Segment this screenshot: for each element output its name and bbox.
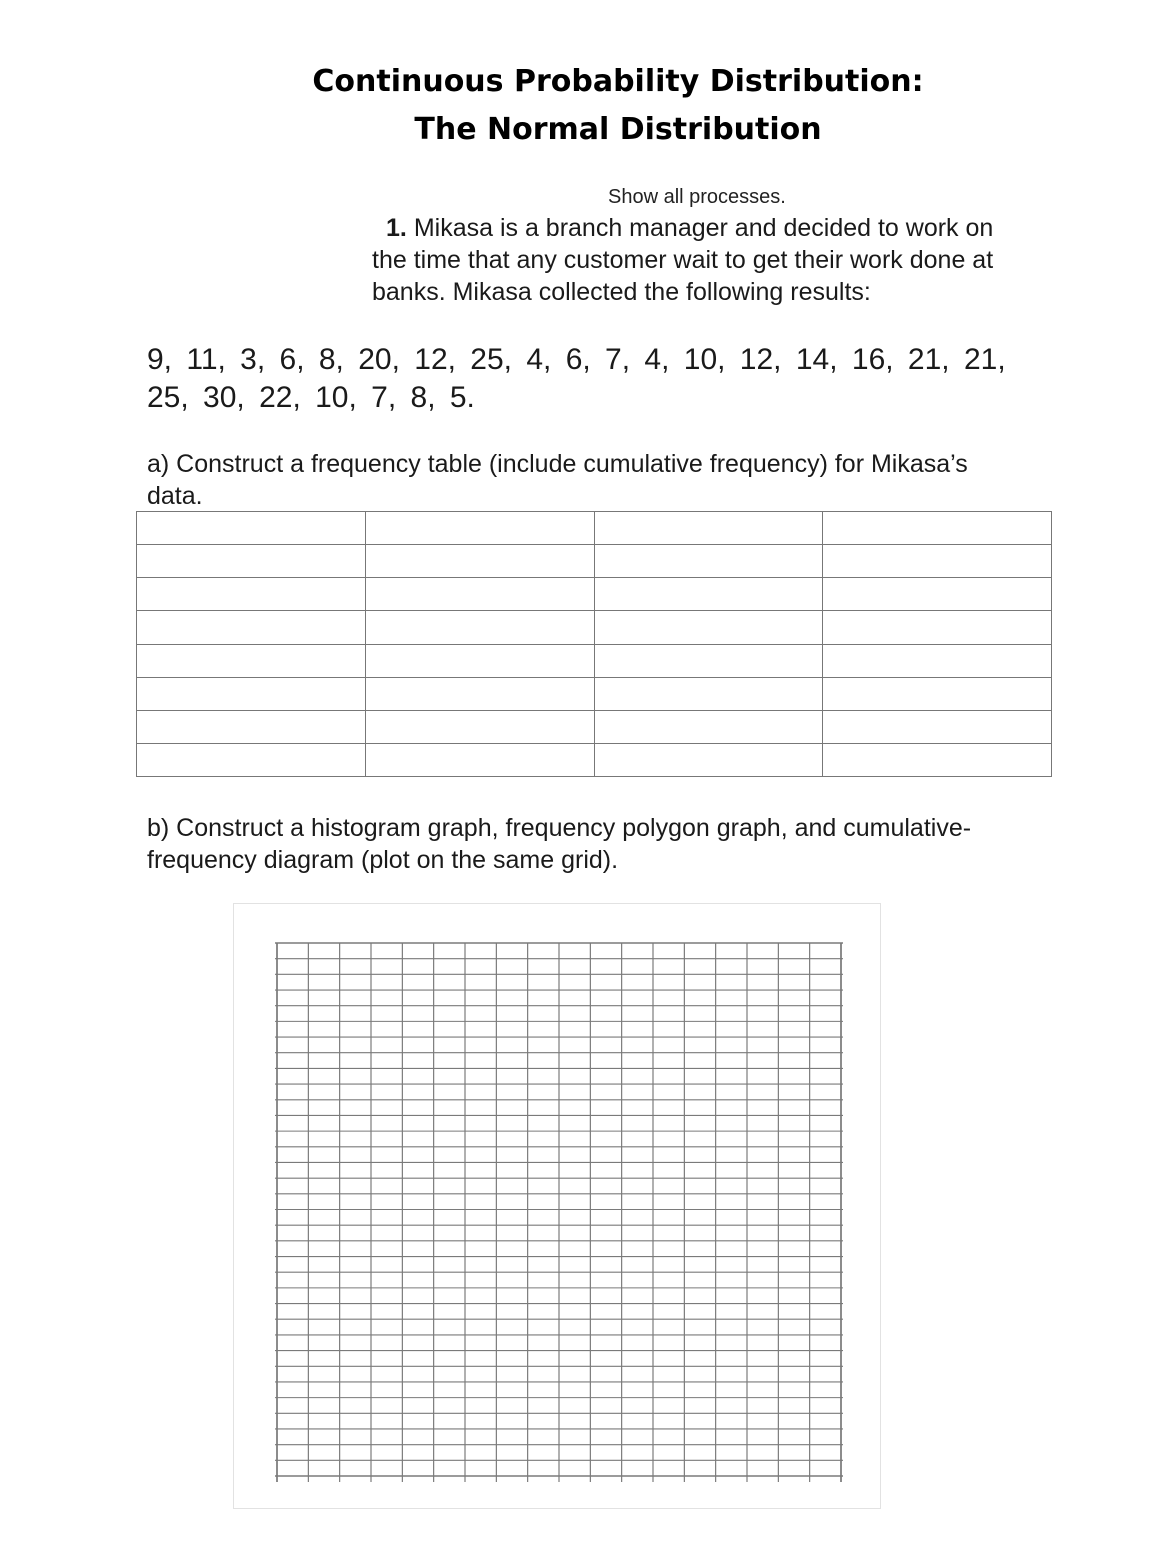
graph-grid[interactable] — [234, 904, 880, 1508]
part-a-prompt: a) Construct a frequency table (include cumulative frequency) for Mikasa’s data. — [147, 450, 968, 510]
table-row — [137, 545, 1052, 578]
table-cell[interactable] — [594, 743, 823, 776]
table-row — [137, 743, 1052, 776]
table-cell[interactable] — [137, 743, 366, 776]
table-cell[interactable] — [823, 578, 1052, 611]
table-cell[interactable] — [594, 578, 823, 611]
table-row — [137, 611, 1052, 644]
table-cell[interactable] — [594, 710, 823, 743]
table-cell[interactable] — [137, 512, 366, 545]
table-cell[interactable] — [365, 611, 594, 644]
table-cell[interactable] — [137, 578, 366, 611]
table-cell[interactable] — [365, 677, 594, 710]
table-cell[interactable] — [594, 545, 823, 578]
instruction-text: Show all processes. — [608, 186, 786, 208]
table-cell[interactable] — [137, 644, 366, 677]
table-cell[interactable] — [594, 512, 823, 545]
table-row — [137, 677, 1052, 710]
table-cell[interactable] — [365, 710, 594, 743]
question-number: 1. — [386, 214, 407, 242]
worksheet-title: Continuous Probability Distribution: — [312, 64, 924, 99]
question-1 — [372, 212, 1032, 308]
graph-paper-frame — [233, 903, 881, 1509]
table-cell[interactable] — [594, 611, 823, 644]
table-cell[interactable] — [137, 677, 366, 710]
table-cell[interactable] — [823, 545, 1052, 578]
table-cell[interactable] — [365, 545, 594, 578]
table-cell[interactable] — [594, 677, 823, 710]
part-b-prompt: b) Construct a histogram graph, frequency polygon graph, and cumulative-frequency diagram (plot on the same grid). — [147, 814, 972, 874]
table-cell[interactable] — [823, 743, 1052, 776]
table-cell[interactable] — [823, 710, 1052, 743]
table-cell[interactable] — [823, 512, 1052, 545]
table-row — [137, 644, 1052, 677]
worksheet-subtitle: The Normal Distribution — [414, 112, 822, 147]
table-cell[interactable] — [823, 611, 1052, 644]
table-cell[interactable] — [823, 644, 1052, 677]
table-cell[interactable] — [365, 743, 594, 776]
table-cell[interactable] — [365, 578, 594, 611]
table-row — [137, 578, 1052, 611]
data-values: 9, 11, 3, 6, 8, 20, 12, 25, 4, 6, 7, 4, 10, 12, 14, 16, 21, 21, 25, 30, 22, 10, 7, 8, 5. — [147, 343, 1006, 414]
table-cell[interactable] — [137, 545, 366, 578]
table-cell[interactable] — [137, 611, 366, 644]
table-cell[interactable] — [365, 512, 594, 545]
table-cell[interactable] — [365, 644, 594, 677]
table-row — [137, 512, 1052, 545]
table-cell[interactable] — [823, 677, 1052, 710]
table-row — [137, 710, 1052, 743]
question-text: Mikasa is a branch manager and decided to work on the time that any customer wait to get their work done at banks. Mikasa collected the following results: — [372, 214, 994, 306]
frequency-table — [136, 511, 1052, 777]
table-cell[interactable] — [137, 710, 366, 743]
table-cell[interactable] — [594, 644, 823, 677]
